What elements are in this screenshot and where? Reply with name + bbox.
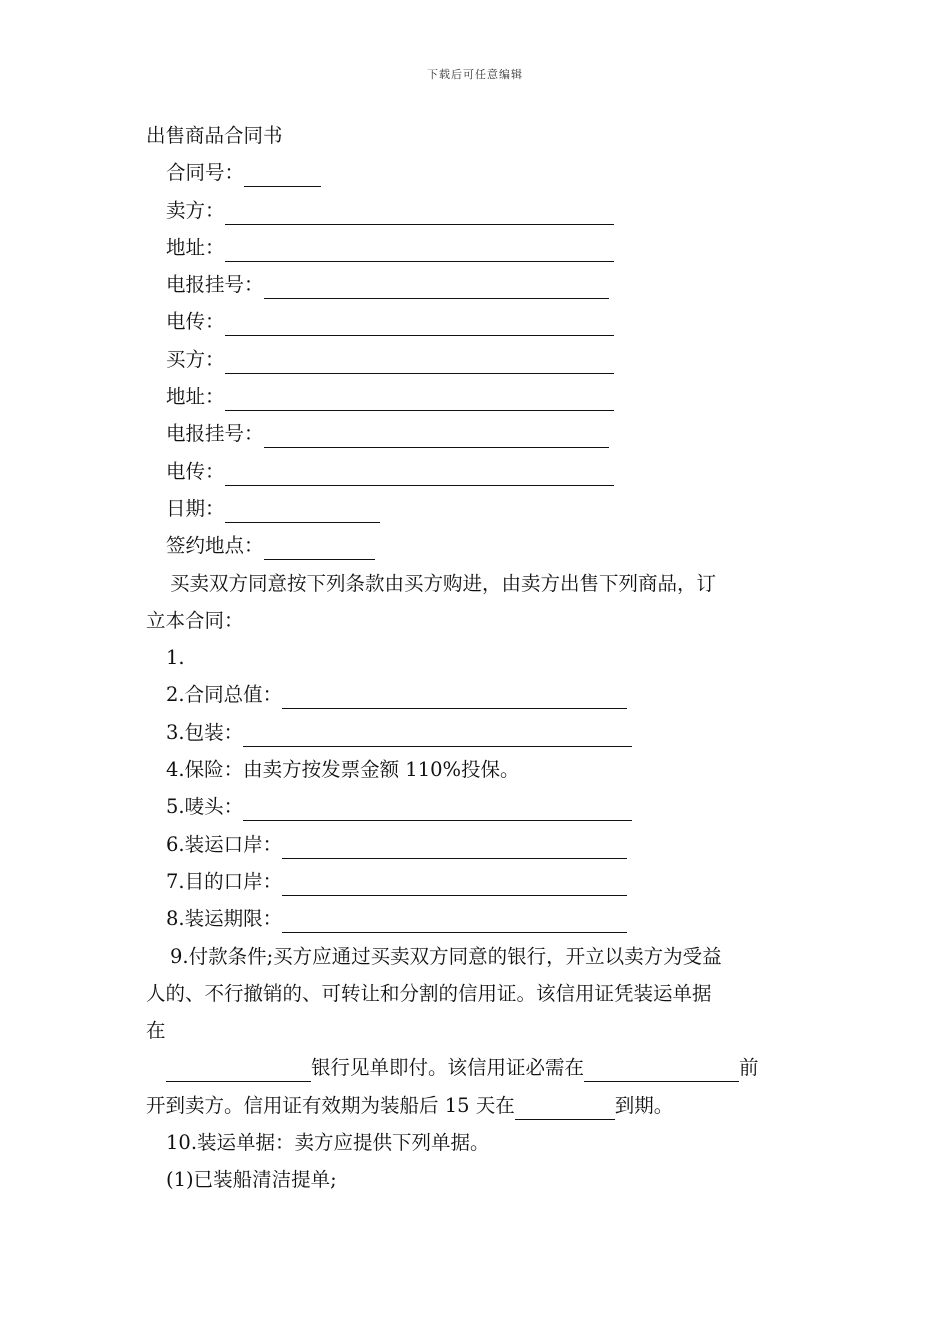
field-label: 电传： — [166, 310, 225, 334]
item-6 — [146, 826, 808, 863]
field-date — [146, 490, 808, 527]
field-label: 买方： — [166, 347, 225, 371]
intro-line-1: 买卖双方同意按下列条款由买方购进，由卖方出售下列商品，订 — [170, 571, 717, 595]
item-label: 5.唛头： — [166, 795, 244, 819]
field-seller — [146, 192, 808, 229]
blank-line[interactable] — [225, 385, 614, 411]
contract-document — [146, 117, 808, 1199]
payment-line-4 — [146, 1049, 808, 1086]
blank-line[interactable] — [166, 1056, 311, 1082]
blank-line[interactable] — [225, 497, 380, 523]
blank-line[interactable] — [244, 161, 321, 187]
blank-line[interactable] — [264, 273, 609, 299]
document-title: 出售商品合同书 — [146, 124, 283, 147]
blank-line[interactable] — [584, 1056, 739, 1082]
item-3 — [146, 714, 808, 751]
field-label: 地址： — [166, 235, 225, 259]
payment-line-3: 在 — [146, 1019, 166, 1043]
blank-line[interactable] — [225, 460, 614, 486]
blank-line[interactable] — [264, 534, 375, 560]
payment-text: 银行见单即付。该信用证必需在 — [311, 1056, 585, 1080]
payment-text: 前 — [739, 1056, 759, 1080]
field-seller-address — [146, 229, 808, 266]
item-label: 2.合同总值： — [166, 683, 283, 707]
blank-line[interactable] — [282, 833, 627, 859]
item-5 — [146, 788, 808, 825]
blank-line[interactable] — [243, 721, 632, 747]
item-10-sub-1: (1)已装船清洁提单; — [166, 1168, 337, 1192]
field-label: 日期： — [166, 496, 225, 520]
item-label: 8.装运期限： — [166, 907, 283, 931]
field-label: 电传： — [166, 459, 225, 483]
intro-line-2: 立本合同： — [146, 608, 244, 632]
field-sign-place — [146, 527, 808, 564]
item-7 — [146, 863, 808, 900]
field-label: 电报挂号： — [166, 422, 264, 446]
payment-line-2: 人的、不行撤销的、可转让和分割的信用证。该信用证凭装运单据 — [146, 981, 712, 1005]
payment-line-5 — [146, 1087, 808, 1124]
field-buyer-telex — [146, 453, 808, 490]
field-buyer — [146, 341, 808, 378]
payment-text: 开到卖方。信用证有效期为装船后 15 天在 — [146, 1093, 515, 1117]
blank-line[interactable] — [515, 1094, 615, 1120]
field-label: 合同号： — [166, 161, 245, 185]
field-label: 电报挂号： — [166, 273, 264, 297]
blank-line[interactable] — [225, 236, 614, 262]
item-label: 6.装运口岸： — [166, 832, 283, 856]
blank-line[interactable] — [225, 348, 614, 374]
field-contract-no — [146, 154, 808, 191]
blank-line[interactable] — [282, 870, 627, 896]
field-label: 地址： — [166, 385, 225, 409]
item-10: 10.装运单据：卖方应提供下列单据。 — [166, 1131, 490, 1155]
blank-line[interactable] — [282, 907, 627, 933]
field-seller-cable — [146, 266, 808, 303]
item-4: 4.保险：由卖方按发票金额 110%投保。 — [166, 758, 520, 782]
field-label: 卖方： — [166, 198, 225, 222]
item-label: 3.包装： — [166, 720, 244, 744]
field-seller-telex — [146, 303, 808, 340]
blank-line[interactable] — [225, 199, 614, 225]
blank-line[interactable] — [243, 795, 632, 821]
field-buyer-address — [146, 378, 808, 415]
payment-text: 到期。 — [614, 1093, 674, 1117]
field-label: 签约地点： — [166, 534, 264, 558]
item-label: 7.目的口岸： — [166, 869, 283, 893]
payment-line-1: 9.付款条件;买方应通过买卖双方同意的银行，开立以卖方为受益 — [170, 944, 722, 968]
item-1: 1. — [166, 646, 185, 670]
field-buyer-cable — [146, 415, 808, 452]
item-8 — [146, 900, 808, 937]
item-2 — [146, 676, 808, 713]
blank-line[interactable] — [225, 310, 614, 336]
blank-line[interactable] — [282, 683, 627, 709]
blank-line[interactable] — [264, 422, 609, 448]
page-header-note: 下载后可任意编辑 — [427, 68, 523, 81]
